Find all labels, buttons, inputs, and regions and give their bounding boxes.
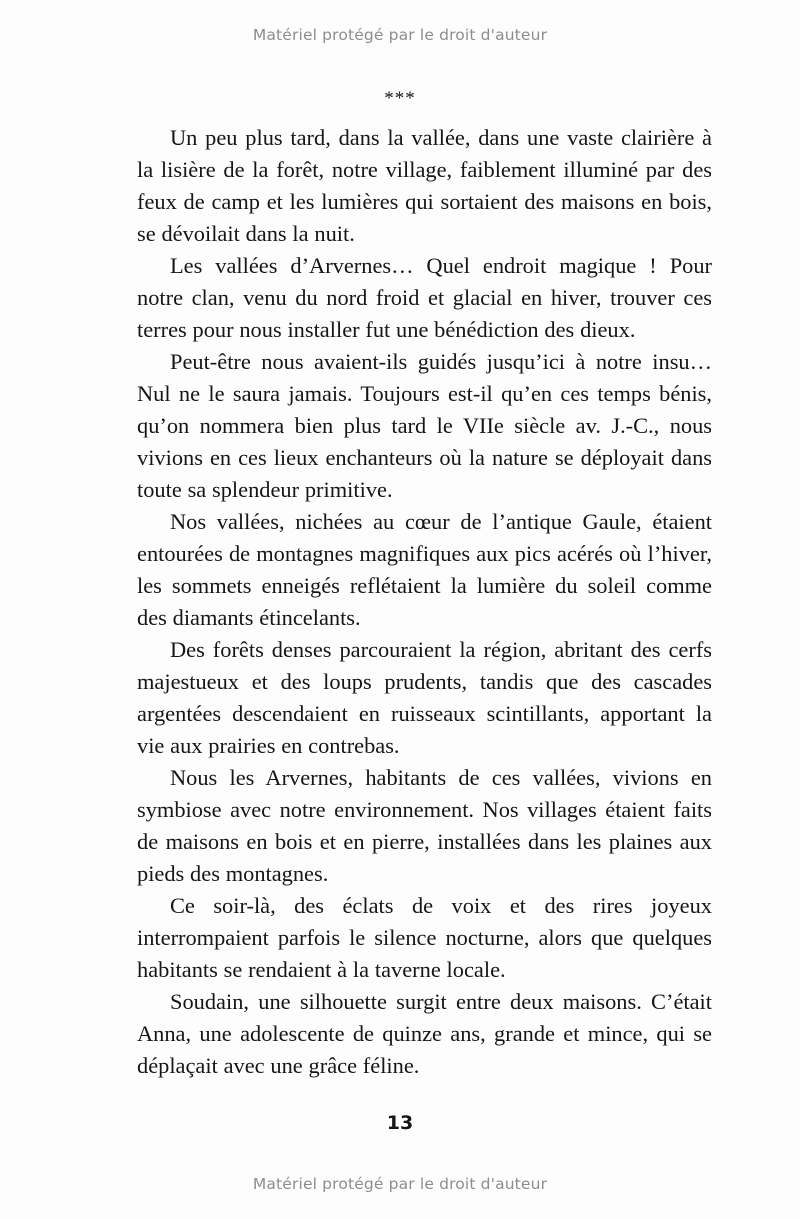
copyright-watermark-header: Matériel protégé par le droit d'auteur xyxy=(252,26,548,44)
paragraph: Nos vallées, nichées au cœur de l’antique Gaule, étaient entourées de montagnes magnifiques aux pics acérés où l’hiver, les sommets enneigés reflétaient la lumière du soleil comme des diamants étincelants. xyxy=(137,509,712,630)
section-separator: *** xyxy=(384,88,416,109)
paragraph: Soudain, une silhouette surgit entre deux maisons. C’était Anna, une adolescente de quinze ans, grande et mince, qui se déplaçait avec une grâce féline. xyxy=(137,989,712,1078)
page-number: 13 xyxy=(386,1112,414,1134)
paragraph: Peut-être nous avaient-ils guidés jusqu’ici à notre insu… Nul ne le saura jamais. Toujours est-il qu’en ces temps bénis, qu’on nommera bien plus tard le VIIe siècle av. J.-C., nous vivions en ces lieux enchanteurs où la nature se déployait dans toute sa splendeur primitive. xyxy=(137,349,712,502)
copyright-watermark-footer: Matériel protégé par le droit d'auteur xyxy=(252,1175,548,1193)
paragraph: Des forêts denses parcouraient la région, abritant des cerfs majestueux et des loups prudents, tandis que des cascades argentées descendaient en ruisseaux scintillants, apportant la vie aux prairies en contrebas. xyxy=(137,637,712,758)
paragraph: Un peu plus tard, dans la vallée, dans une vaste clairière à la lisière de la forêt, notre village, faiblement illuminé par des feux de camp et les lumières qui sortaient des maisons en bois, se dévoilait dans la nuit. xyxy=(137,125,712,246)
paragraph: Ce soir-là, des éclats de voix et des rires joyeux interrompaient parfois le silence nocturne, alors que quelques habitants se rendaient à la taverne locale. xyxy=(137,893,712,982)
body-text-block xyxy=(137,122,712,1082)
paragraph: Nous les Arvernes, habitants de ces vallées, vivions en symbiose avec notre environnement. Nos villages étaient faits de maisons en bois et en pierre, installées dans les plaines aux pieds des montagnes. xyxy=(137,765,712,886)
paragraph: Les vallées d’Arvernes… Quel endroit magique ! Pour notre clan, venu du nord froid et glacial en hiver, trouver ces terres pour nous installer fut une bénédiction des dieux. xyxy=(137,253,712,342)
